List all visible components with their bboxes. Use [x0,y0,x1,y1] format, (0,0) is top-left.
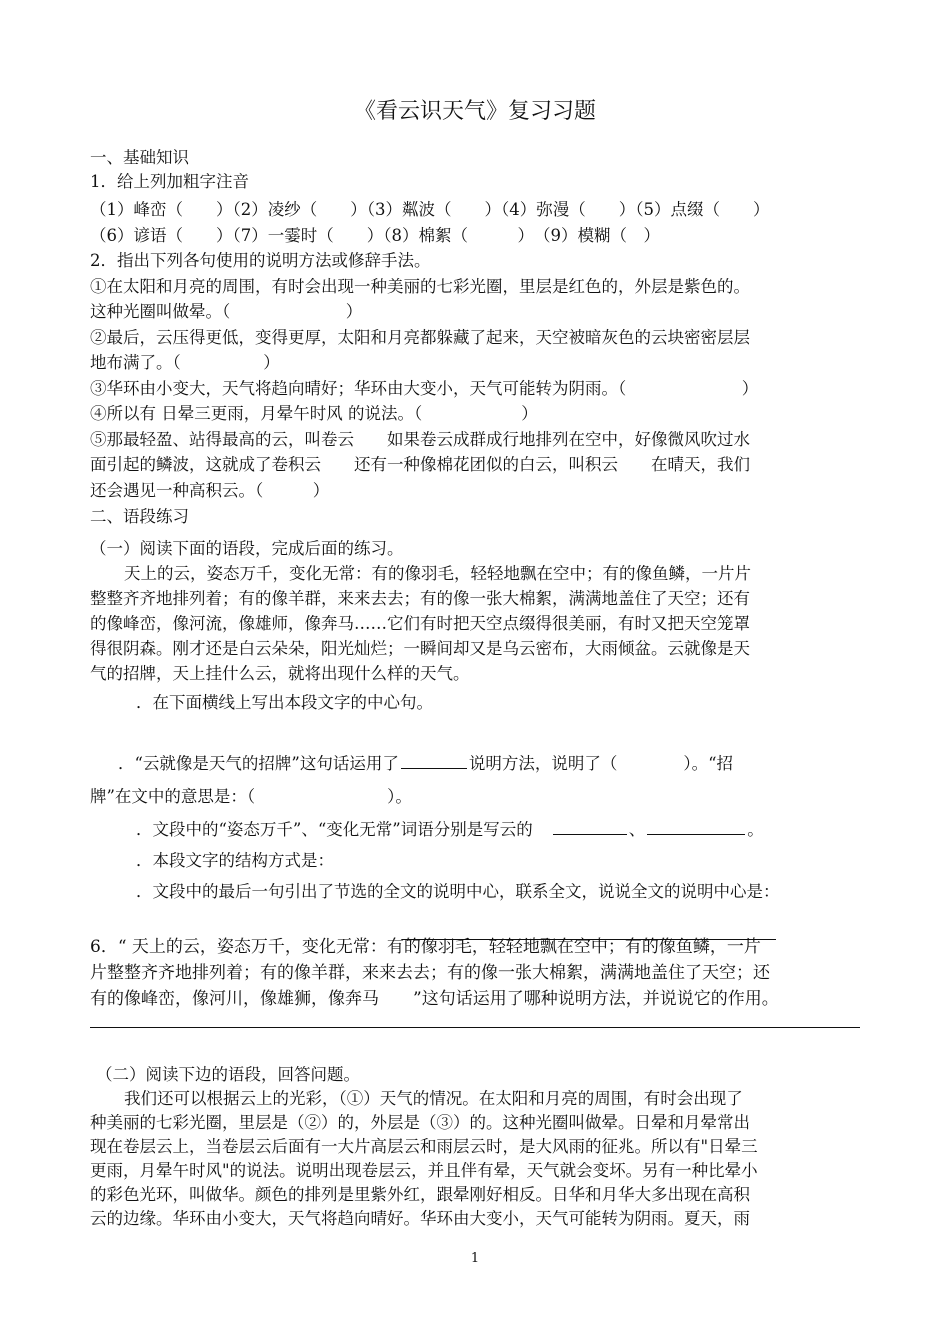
sentence-3: ③华环由小变大，天气将趋向晴好；华环由大变小，天气可能转为阴雨。（ ） [90,379,759,398]
page-title: 《看云识天气》复习习题 [353,99,596,124]
passage-2-line-3: 现在卷层云上，当卷层云后面有一大片高层云和雨层云时，是大风雨的征兆。所以有"日晕三 [90,1137,758,1156]
answer-blank[interactable] [647,818,745,835]
passage-1-line-4: 得很阴森。刚才还是白云朵朵，阳光灿烂；一瞬间却又是乌云密布，大雨倾盆。云就像是天 [90,639,750,658]
answer-blank[interactable] [553,818,627,835]
passage-2-line-4: 更雨，月晕午时风"的说法。说明出现卷层云，并且伴有晕，天气就会变坏。另有一种比晕小 [90,1161,758,1180]
sentence-1-line-1: ①在太阳和月亮的周围，有时会出现一种美丽的七彩光圈，里层是红色的，外层是紫色的。 [90,277,750,296]
sentence-5-line-3: 还会遇见一种高积云。（ ） [90,481,330,500]
sentence-4: ④所以有 日晕三更雨，月晕午时风 的说法。（ ） [90,404,538,423]
sentence-2-line-2: 地布满了。（ ） [90,353,280,372]
passage-2-line-5: 的彩色光环，叫做华。颜色的排列是里紫外红，跟晕刚好相反。日华和月华大多出现在高积 [90,1185,750,1204]
sentence-1-line-2: 这种光圈叫做晕。（ ） [90,302,363,321]
question-b-line-2: 牌”在文中的意思是：（ ）。 [90,787,412,806]
section-2-heading: 二、语段练习 [90,507,189,526]
question-6-line-1: 6．“ 天上的云，姿态万千，变化无常：有的像羽毛，轻轻地飘在空中；有的像鱼鳞，一片 [90,937,761,957]
passage-1-line-1: 天上的云，姿态万千，变化无常：有的像羽毛，轻轻地飘在空中；有的像鱼鳞，一片片 [124,564,751,583]
answer-line[interactable] [90,1027,860,1028]
passage-2-intro: （二）阅读下边的语段，回答问题。 [96,1065,360,1084]
question-1-line-2: （6）谚语（ ）（7）一霎时（ ）（8）棉絮（ ） （9）模糊（ ） [90,226,660,245]
passage-1-line-3: 的像峰峦，像河流，像雄师，像奔马……它们有时把天空点缀得很美丽，有时又把天空笼罩 [90,614,750,633]
passage-2-line-6: 云的边缘。华环由小变大，天气将趋向晴好。华环由大变小，天气可能转为阴雨。夏天，雨 [90,1209,750,1228]
sentence-5-line-1: ⑤那最轻盈、站得最高的云，叫卷云 如果卷云成群成行地排列在空中，好像微风吹过水 [90,430,750,449]
question-1: 1．给上列加粗字注音 [90,172,249,191]
question-d: ．本段文字的结构方式是： [136,851,334,870]
question-c-separator: 、 [628,820,646,839]
question-e: ．文段中的最后一句引出了节选的全文的说明中心，联系全文，说说全文的说明中心是： [136,882,780,901]
passage-2-line-2: 种美丽的七彩光圈，里层是（②）的，外层是（③）的。这种光圈叫做晕。日晕和月晕常出 [90,1113,750,1132]
question-b-text-1: ．“云就像是天气的招牌”这句话运用了 [118,754,399,773]
page-number: 1 [470,1251,480,1266]
answer-blank[interactable] [401,752,467,769]
question-6-line-3: 有的像峰峦，像河川，像雄狮，像奔马 ”这句话运用了哪种说明方法，并说说它的作用。 [90,989,779,1009]
sentence-5-line-2: 面引起的鳞波，这就成了卷积云 还有一种像棉花团似的白云，叫积云 在晴天，我们 [90,455,750,474]
question-1-line-1: （1）峰峦（ ）（2）凌纱（ ）（3）粼波（ ）（4）弥漫（ ）（5）点缀（ ） [90,200,770,219]
passage-1-line-5: 气的招牌，天上挂什么云，就将出现什么样的天气。 [90,664,470,683]
question-2: 2．指出下列各句使用的说明方法或修辞手法。 [90,251,431,270]
question-c-text: ．文段中的“姿态万千”、“变化无常”词语分别是写云的 [136,820,533,839]
question-b-text-2: 说明方法，说明了（ ）。“招 [468,754,734,773]
passage-1-line-2: 整整齐齐地排列着；有的像羊群，来来去去；有的像一张大棉絮，满满地盖住了天空；还有 [90,589,750,608]
question-b-line-1 [118,752,733,775]
passage-1-intro: （一）阅读下面的语段，完成后面的练习。 [90,539,404,558]
question-a: ．在下面横线上写出本段文字的中心句。 [136,693,433,712]
question-c [136,818,764,841]
question-c-end: 。 [747,820,764,839]
sentence-2-line-1: ②最后，云压得更低，变得更厚，太阳和月亮都躲藏了起来，天空被暗灰色的云块密密层层 [90,328,750,347]
question-6-line-2: 片整整齐齐地排列着；有的像羊群，来来去去；有的像一张大棉絮，满满地盖住了天空；还 [90,963,770,983]
passage-2-line-1: 我们还可以根据云上的光彩，（①）天气的情况。在太阳和月亮的周围，有时会出现了 [124,1089,743,1108]
section-1-heading: 一、基础知识 [90,148,189,167]
